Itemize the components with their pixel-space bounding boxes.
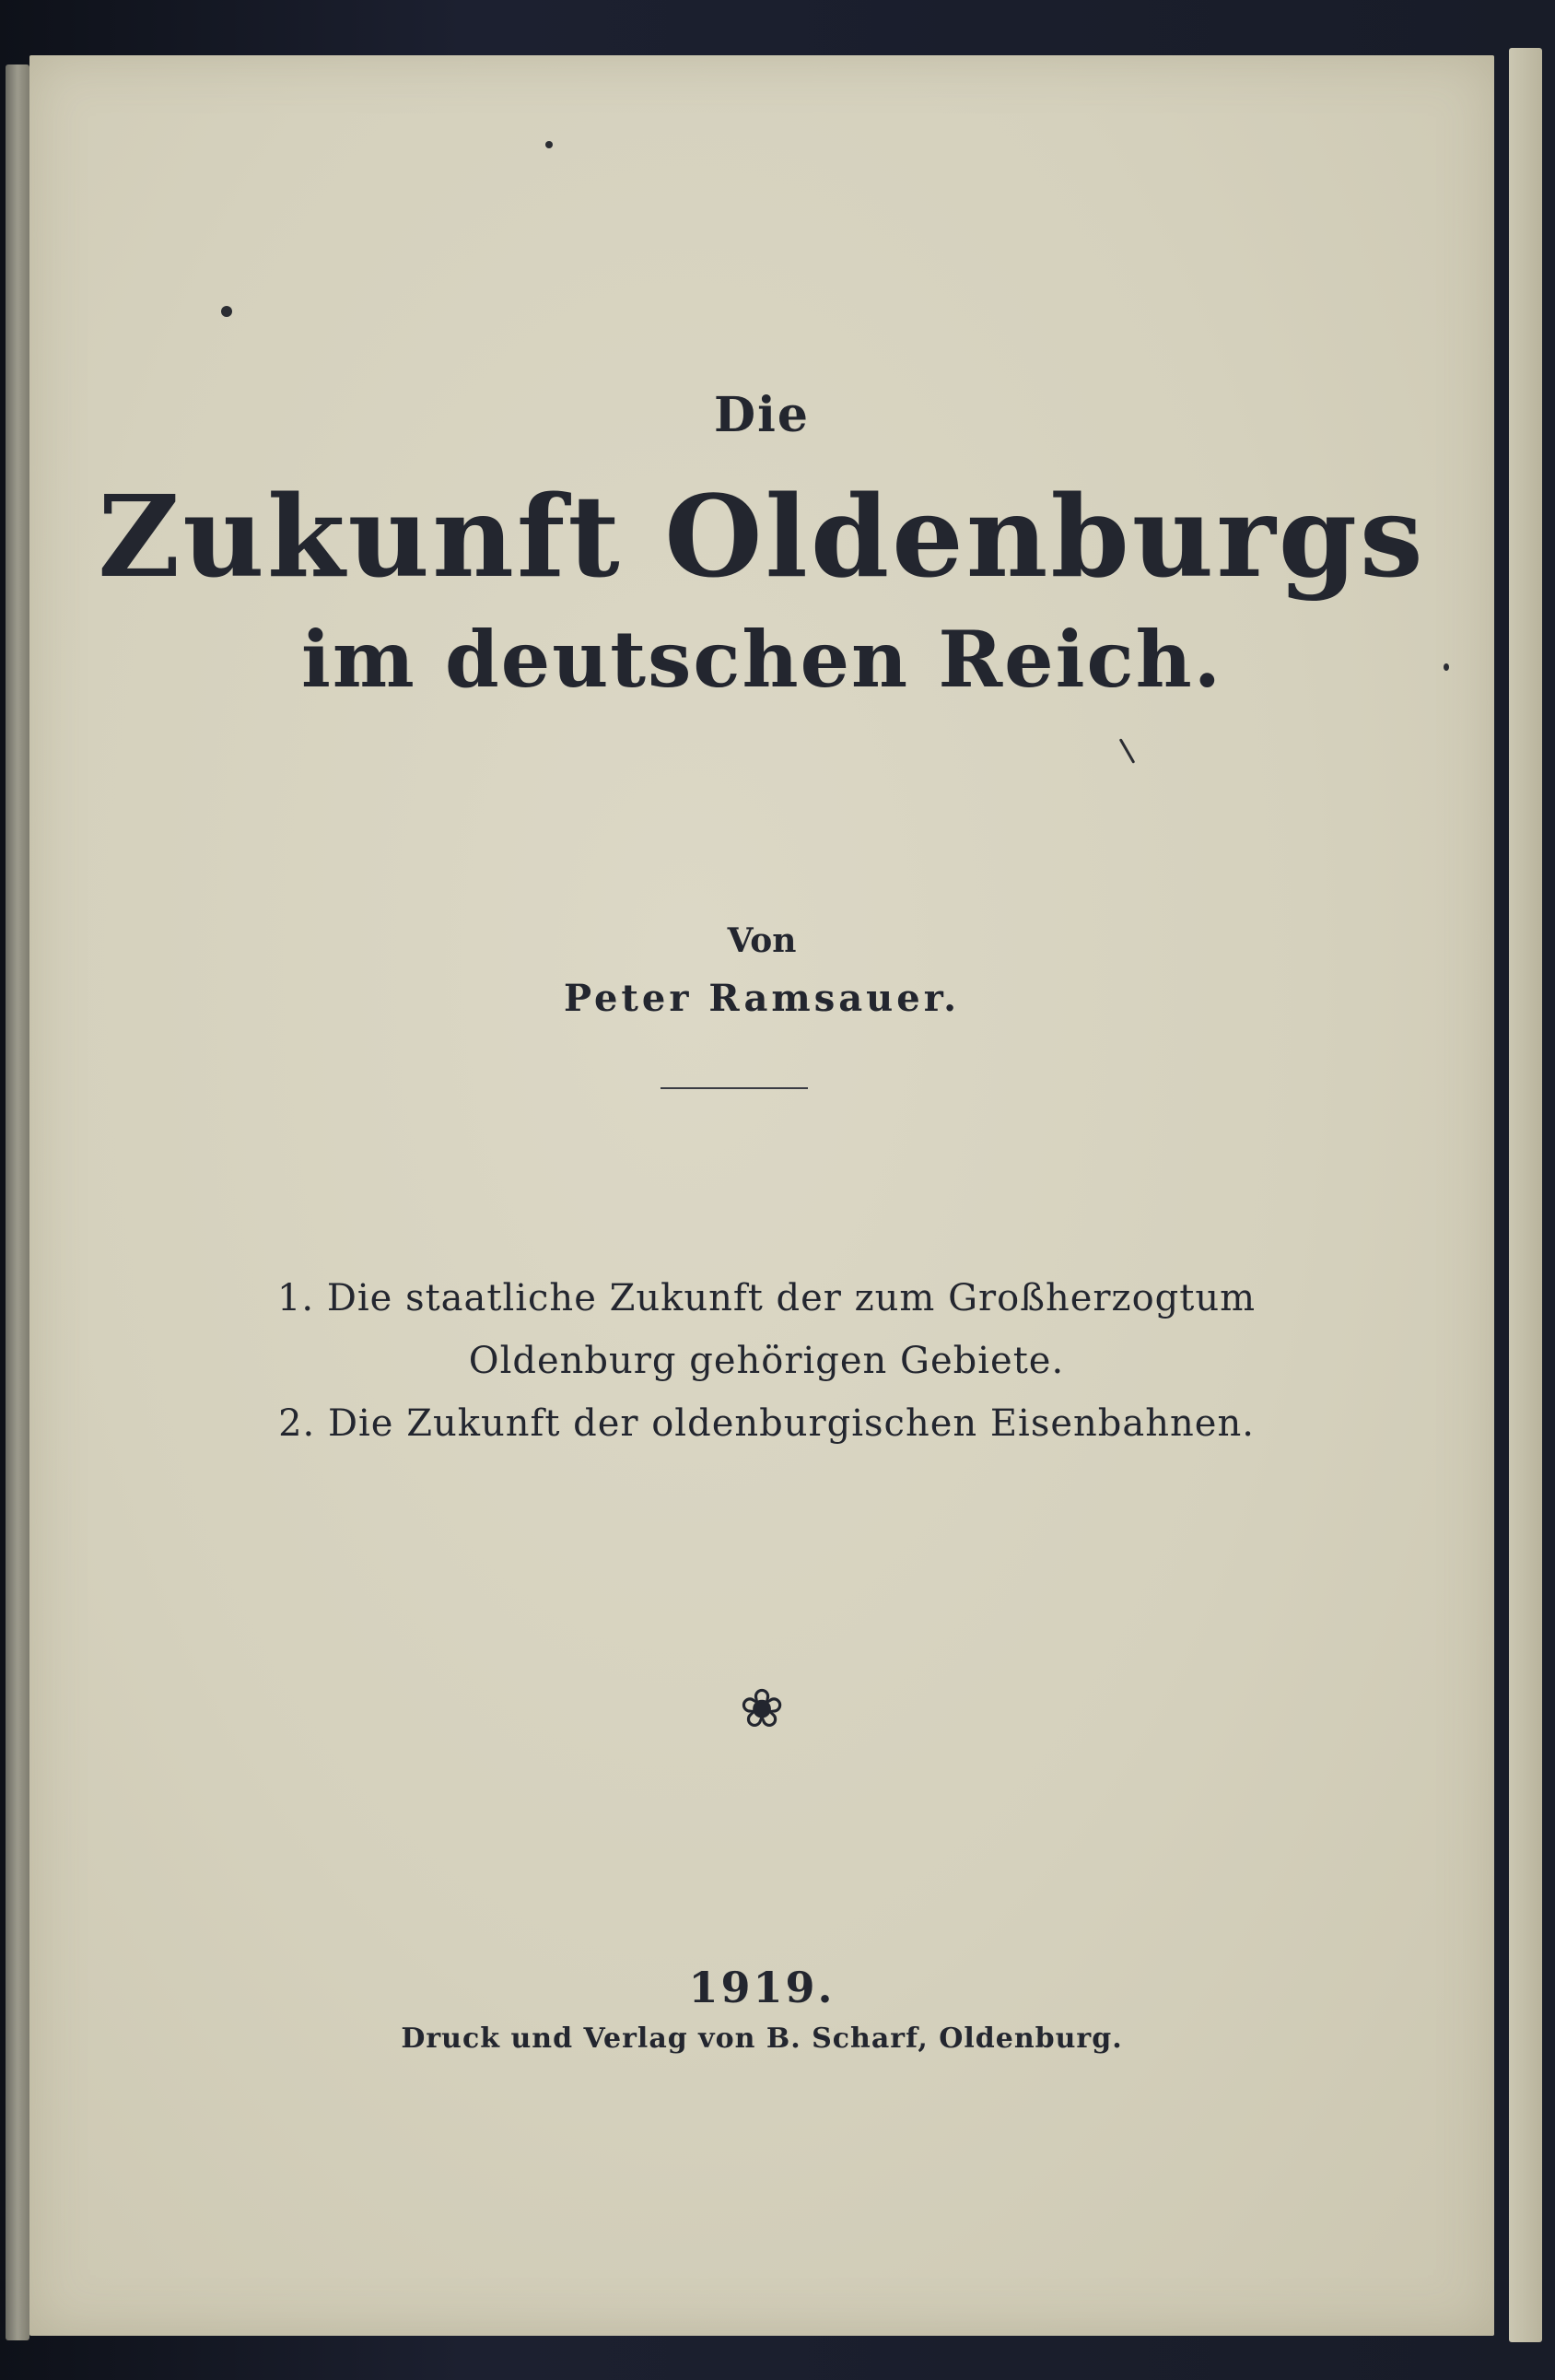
publisher-line: Druck und Verlag von B. Scharf, Oldenburg. bbox=[401, 2022, 1123, 2055]
title-line-2: Zukunft Oldenburgs bbox=[98, 470, 1426, 603]
paper-mark bbox=[1119, 738, 1136, 763]
contents-item: 2. Die Zukunft der oldenburgischen Eisenbahnen. bbox=[278, 1402, 1255, 1445]
contents-item: 1. Die staatliche Zukunft der zum Großherzogtum bbox=[276, 1277, 1257, 1319]
ornament-icon: ❀ bbox=[739, 1677, 785, 1740]
author-name: Peter Ramsauer. bbox=[563, 977, 961, 1020]
title-page bbox=[29, 55, 1494, 2336]
contents-item: Oldenburg gehörigen Gebiete. bbox=[468, 1340, 1065, 1382]
contents-list bbox=[223, 1267, 1310, 1455]
paper-speck bbox=[221, 306, 232, 317]
title-line-3: im deutschen Reich. bbox=[301, 614, 1222, 705]
publication-year: 1919. bbox=[688, 1963, 836, 2012]
by-label: Von bbox=[727, 921, 797, 960]
book-spine bbox=[6, 64, 29, 2340]
paper-speck bbox=[545, 141, 553, 148]
page-edge bbox=[1509, 48, 1542, 2342]
title-line-1: Die bbox=[714, 387, 810, 443]
divider-rule bbox=[661, 1087, 808, 1089]
